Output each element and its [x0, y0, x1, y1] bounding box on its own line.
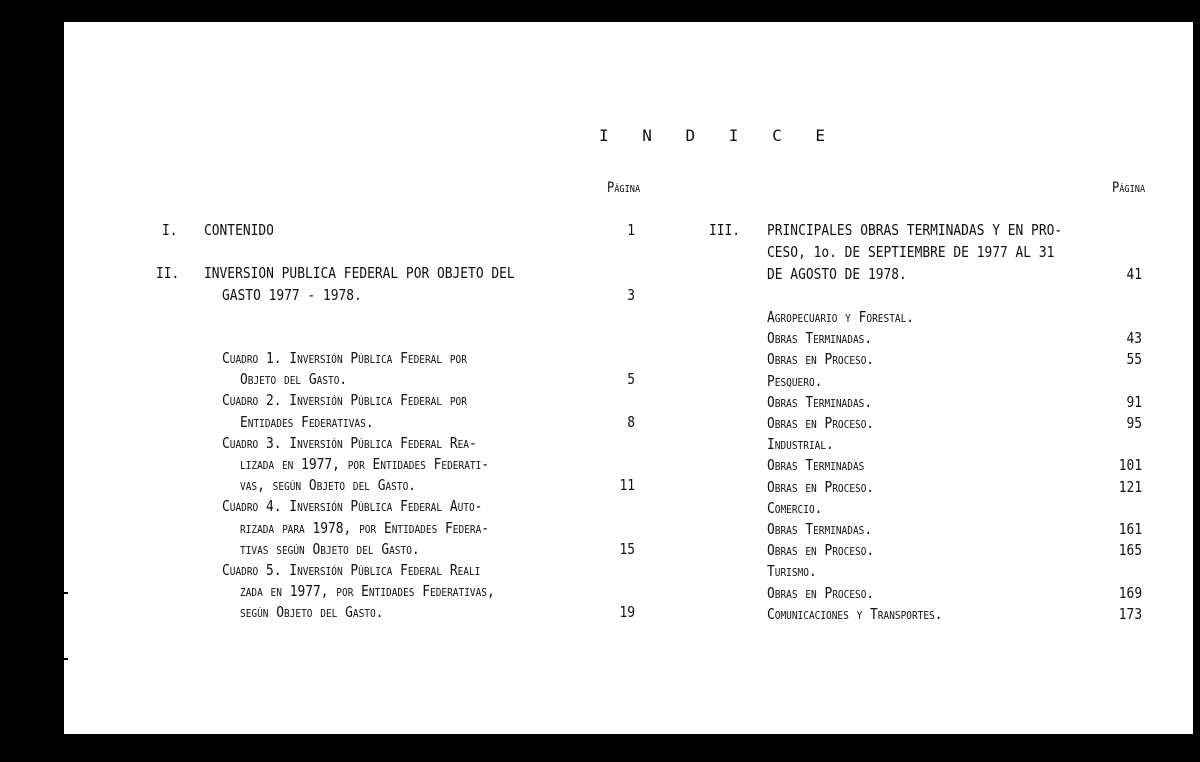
section-number: II.: [156, 264, 180, 282]
index-entry: Obras Terminadas: [767, 456, 865, 475]
page-number: 121: [1118, 477, 1142, 496]
section-title-continued: DE AGOSTO DE 1978.: [767, 265, 907, 283]
page-number: 5: [627, 370, 635, 389]
cuadro-title: Cuadro 1. Inversión Pública Federal por: [222, 349, 467, 367]
section-title-continued: CESO, 1o. DE SEPTIEMBRE DE 1977 AL 31: [767, 243, 1055, 261]
cuadro-title-continued: según Objeto del Gasto.: [240, 603, 384, 622]
page-number: 55: [1126, 350, 1142, 369]
index-entry: Obras Terminadas.: [767, 392, 873, 411]
cuadro-title-continued: lizada en 1977, por Entidades Federati-: [240, 455, 490, 473]
index-entry: Obras Terminadas.: [767, 520, 873, 538]
page-number: 161: [1118, 520, 1142, 538]
page-number: 43: [1126, 329, 1142, 348]
category-heading: Comercio.: [767, 498, 823, 517]
index-entry: Obras en Proceso.: [767, 477, 875, 496]
cuadro-title: Cuadro 5. Inversión Pública Federal Reali: [222, 561, 481, 579]
page-number: 15: [619, 539, 635, 558]
scan-edge: [62, 22, 76, 734]
cuadro-title-continued: zada en 1977, por Entidades Federativas,: [240, 582, 495, 601]
category-heading: Pesquero.: [767, 371, 823, 390]
section-number: III.: [709, 221, 741, 239]
page-number: 19: [619, 603, 635, 622]
index-entry: Obras en Proceso.: [767, 541, 875, 560]
scan-mark: [62, 592, 68, 594]
cuadro-title-continued: Objeto del Gasto.: [240, 370, 348, 389]
cuadro-title: Cuadro 3. Inversión Pública Federal Rea-: [222, 433, 477, 452]
cuadro-title-continued: vas, según Objeto del Gasto.: [240, 476, 417, 495]
page-number: 169: [1118, 583, 1142, 602]
page-number: 173: [1118, 604, 1142, 623]
section-title-continued: GASTO 1977 - 1978.: [222, 286, 362, 304]
page-number: 95: [1126, 414, 1142, 432]
page-number: 101: [1118, 456, 1142, 475]
page-number: 165: [1118, 541, 1142, 560]
cuadro-title-continued: Entidades Federativas.: [240, 412, 374, 431]
section-title: CONTENIDO: [204, 221, 274, 239]
index-title: I N D I C E: [599, 126, 837, 145]
cuadro-title-continued: tivas según Objeto del Gasto.: [240, 539, 420, 558]
category-heading: Agropecuario y Forestal.: [767, 308, 915, 326]
category-heading: Industrial.: [767, 435, 834, 454]
page-number: 8: [627, 412, 635, 431]
right-page-header: Página: [1112, 180, 1146, 196]
index-entry: Obras en Proceso.: [767, 583, 875, 602]
page-number: 41: [1126, 265, 1142, 283]
page-number: 3: [627, 286, 635, 304]
page-number: 91: [1126, 392, 1142, 411]
cuadro-title: Cuadro 4. Inversión Pública Federal Auto-: [222, 497, 483, 516]
index-entry: Obras en Proceso.: [767, 350, 875, 369]
page-number: 1: [627, 221, 635, 239]
category-heading: Turismo.: [767, 562, 817, 581]
section-title: PRINCIPALES OBRAS TERMINADAS Y EN PRO-: [767, 221, 1063, 239]
left-page-header: Página: [607, 180, 641, 196]
cuadro-title: Cuadro 2. Inversión Pública Federal por: [222, 391, 467, 410]
scan-mark: [62, 658, 68, 660]
page-number: 11: [619, 476, 635, 495]
index-entry: Comunicaciones y Transportes.: [767, 604, 943, 623]
cuadro-title-continued: rizada para 1978, por Entidades Federa-: [240, 518, 490, 537]
document-page: [62, 22, 1193, 734]
index-entry: Obras Terminadas.: [767, 329, 873, 348]
section-title: INVERSION PUBLICA FEDERAL POR OBJETO DEL: [204, 264, 515, 282]
index-entry: Obras en Proceso.: [767, 414, 875, 432]
section-number: I.: [162, 221, 178, 239]
